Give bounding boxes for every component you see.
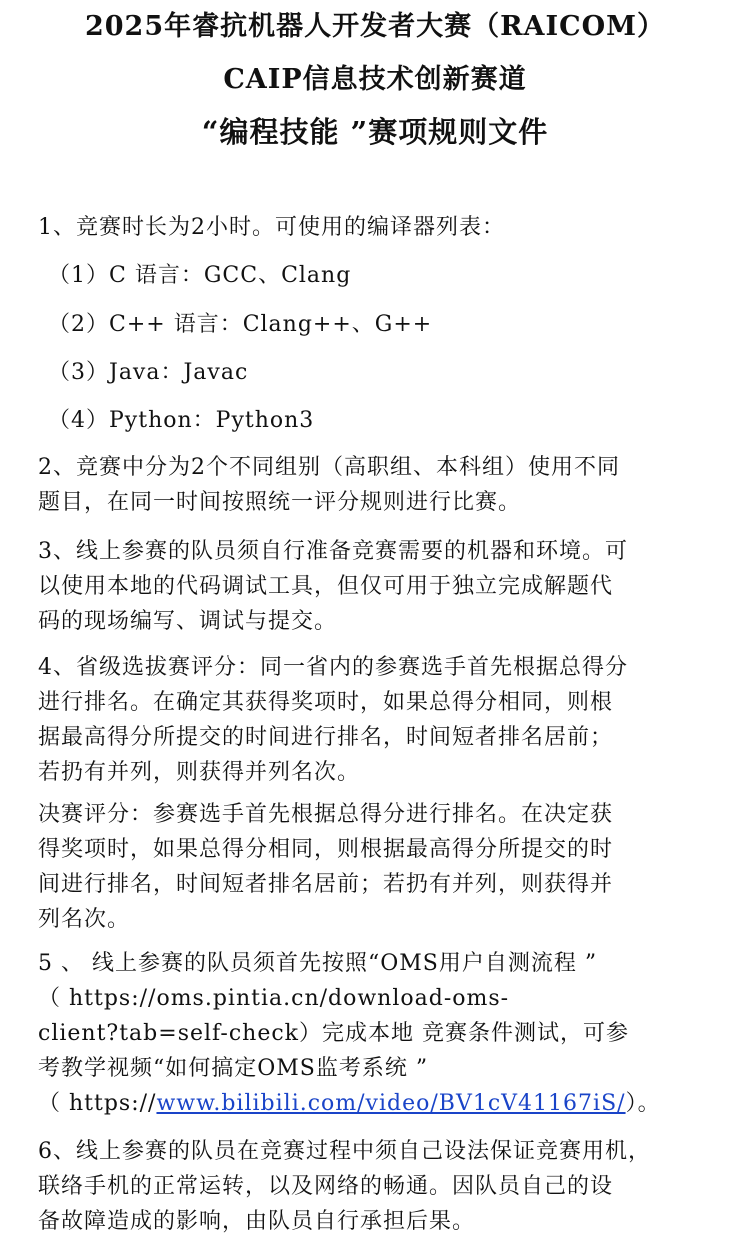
compiler-item: （4）Python：Python3 bbox=[48, 408, 315, 433]
rule-4: 4、省级选拔赛评分：同一省内的参赛选手首先根据总得分 进行排名。在确定其获得奖项时，如果总得分相同，则根 据最高得分所提交的时间进行排名，时间短者排名居前； 若扔有并列，则获得并列名次。 bbox=[38, 655, 628, 785]
compiler-item: （2）C++ 语言：Clang++、G++ bbox=[48, 312, 433, 337]
rule-1-text: 1、竞赛时长为2小时。可使用的编译器列表： bbox=[38, 215, 505, 240]
title-line-1: 2025年睿抗机器人开发者大赛（RAICOM） bbox=[84, 11, 666, 42]
rule-6: 6、线上参赛的队员在竞赛过程中须自己设法保证竞赛用机， 联络手机的正常运转，以及网络的畅通。因队员自己的设 备故障造成的影响，由队员自行承担后果。 bbox=[38, 1139, 651, 1234]
rule-3: 3、线上参赛的队员须自行准备竞赛需要的机器和环境。可 以使用本地的代码调试工具，但仅可用于独立完成解题代 码的现场编写、调试与提交。 bbox=[38, 539, 628, 634]
rule-5: 5 、 线上参赛的队员须首先按照“OMS用户自测流程 ” （ https://oms.pintia.cn/download-oms- client?tab=self-check）完成本地 竞赛条件测试，可参 考教学视频“如何搞定OMS监考系统 ” （ https://www.bilibili.com/video/BV1cV41167iS/）。 bbox=[38, 946, 714, 1121]
rule-2: 2、竞赛中分为2个不同组别（高职组、本科组）使用不同 题目，在同一时间按照统一评分规则进行比赛。 bbox=[38, 455, 620, 515]
compiler-item: （3）Java：Javac bbox=[48, 360, 249, 385]
compiler-item: （1）C 语言：GCC、Clang bbox=[48, 263, 352, 288]
rule-5-last-line: （ https://www.bilibili.com/video/BV1cV41167iS/）。 bbox=[38, 1091, 661, 1116]
bilibili-video-link[interactable]: www.bilibili.com/video/BV1cV41167iS/ bbox=[156, 1091, 626, 1116]
title-line-2: CAIP信息技术创新赛道 bbox=[223, 64, 527, 95]
title-line-3: “编程技能 ”赛项规则文件 bbox=[201, 115, 549, 149]
final-scoring: 决赛评分：参赛选手首先根据总得分进行排名。在决定获 得奖项时，如果总得分相同，则根据最高得分所提交的时 间进行排名，时间短者排名居前；若扔有并列，则获得并 列名次。 bbox=[38, 802, 614, 932]
rule-1 bbox=[38, 210, 714, 245]
